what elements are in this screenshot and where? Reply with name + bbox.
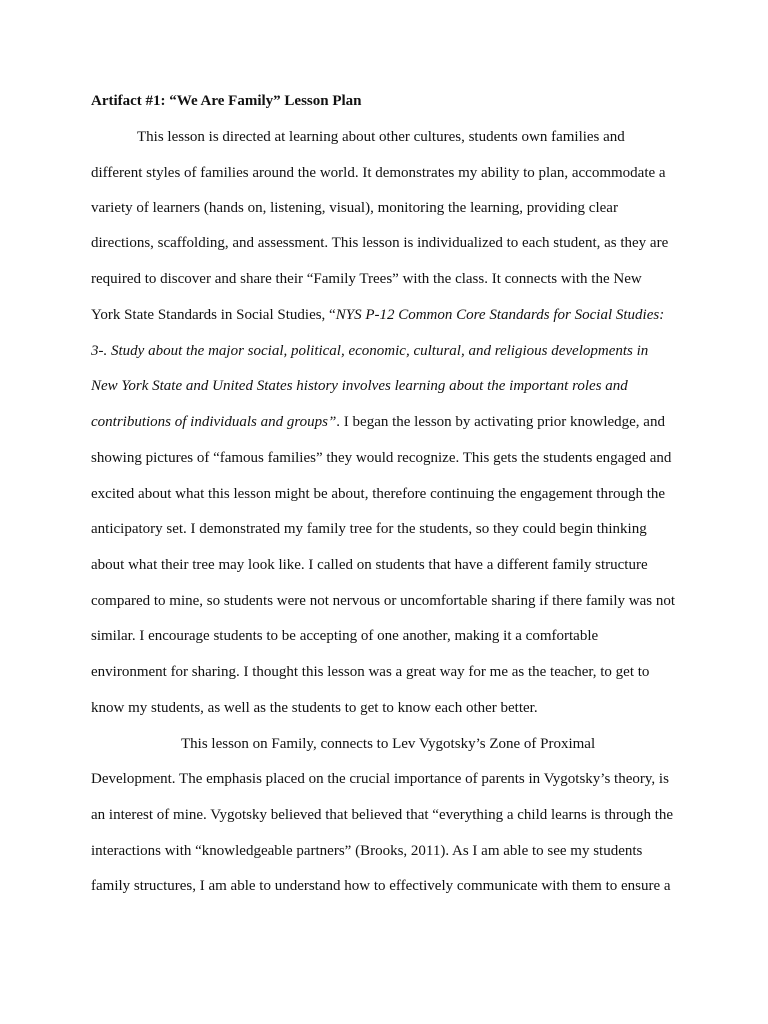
paragraph-1-line-12: anticipatory set. I demonstrated my family tree for the students, so they could begin thinking — [91, 521, 647, 537]
paragraph-1-line-6 — [91, 304, 664, 326]
paragraph-1-line-14: compared to mine, so students were not nervous or uncomfortable sharing if there family was not — [91, 593, 676, 609]
paragraph-1-line-17: know my students, as well as the students to get to know each other better. — [91, 700, 538, 716]
paragraph-2-line-4: interactions with “knowledgeable partners” (Brooks, 2011). As I am able to see my students — [91, 843, 643, 859]
paragraph-2-line-5: family structures, I am able to understand how to effectively communicate with them to ensure a — [91, 878, 671, 894]
paragraph-2-line-1: This lesson on Family, connects to Lev Vygotsky’s Zone of Proximal — [181, 736, 596, 752]
paragraph-1-line-13: about what their tree may look like. I called on students that have a different family structure — [91, 557, 648, 573]
paragraph-1-line-11: excited about what this lesson might be about, therefore continuing the engagement through the — [91, 486, 666, 502]
standards-citation-end: contributions of individuals and groups” — [91, 414, 337, 430]
paragraph-1-line-2: different styles of families around the world. It demonstrates my ability to plan, accommodate a — [91, 165, 666, 181]
paragraph-1-line-3: variety of learners (hands on, listening, visual), monitoring the learning, providing clear — [91, 200, 618, 216]
paragraph-2-line-3: an interest of mine. Vygotsky believed that believed that “everything a child learns is through the — [91, 807, 674, 823]
paragraph-1-line-5: required to discover and share their “Family Trees” with the class. It connects with the New — [91, 271, 642, 287]
paragraph-1-line-15: similar. I encourage students to be accepting of one another, making it a comfortable — [91, 628, 599, 644]
paragraph-1-line-9-text: . I began the lesson by activating prior knowledge, and — [336, 414, 665, 430]
paragraph-1-line-6-text: York State Standards in Social Studies, “ — [91, 307, 336, 323]
standards-citation-line-2: 3-. Study about the major social, political, economic, cultural, and religious developments in — [91, 343, 649, 359]
paragraph-1-line-1: This lesson is directed at learning about other cultures, students own families and — [137, 129, 625, 145]
paragraph-2-line-2: Development. The emphasis placed on the crucial importance of parents in Vygotsky’s theory, is — [91, 771, 669, 787]
standards-citation-start: NYS P-12 Common Core Standards for Social Studies: — [335, 307, 665, 323]
paragraph-1-line-10: showing pictures of “famous families” they would recognize. This gets the students engaged and — [91, 450, 672, 466]
paragraph-1-line-9 — [91, 411, 665, 433]
standards-citation-line-3: New York State and United States history involves learning about the important roles and — [91, 378, 628, 394]
paragraph-1-line-16: environment for sharing. I thought this lesson was a great way for me as the teacher, to get to — [91, 664, 650, 680]
paragraph-1-line-4: directions, scaffolding, and assessment. This lesson is individualized to each student, as they are — [91, 235, 669, 251]
document-title: Artifact #1: “We Are Family” Lesson Plan — [91, 93, 362, 109]
